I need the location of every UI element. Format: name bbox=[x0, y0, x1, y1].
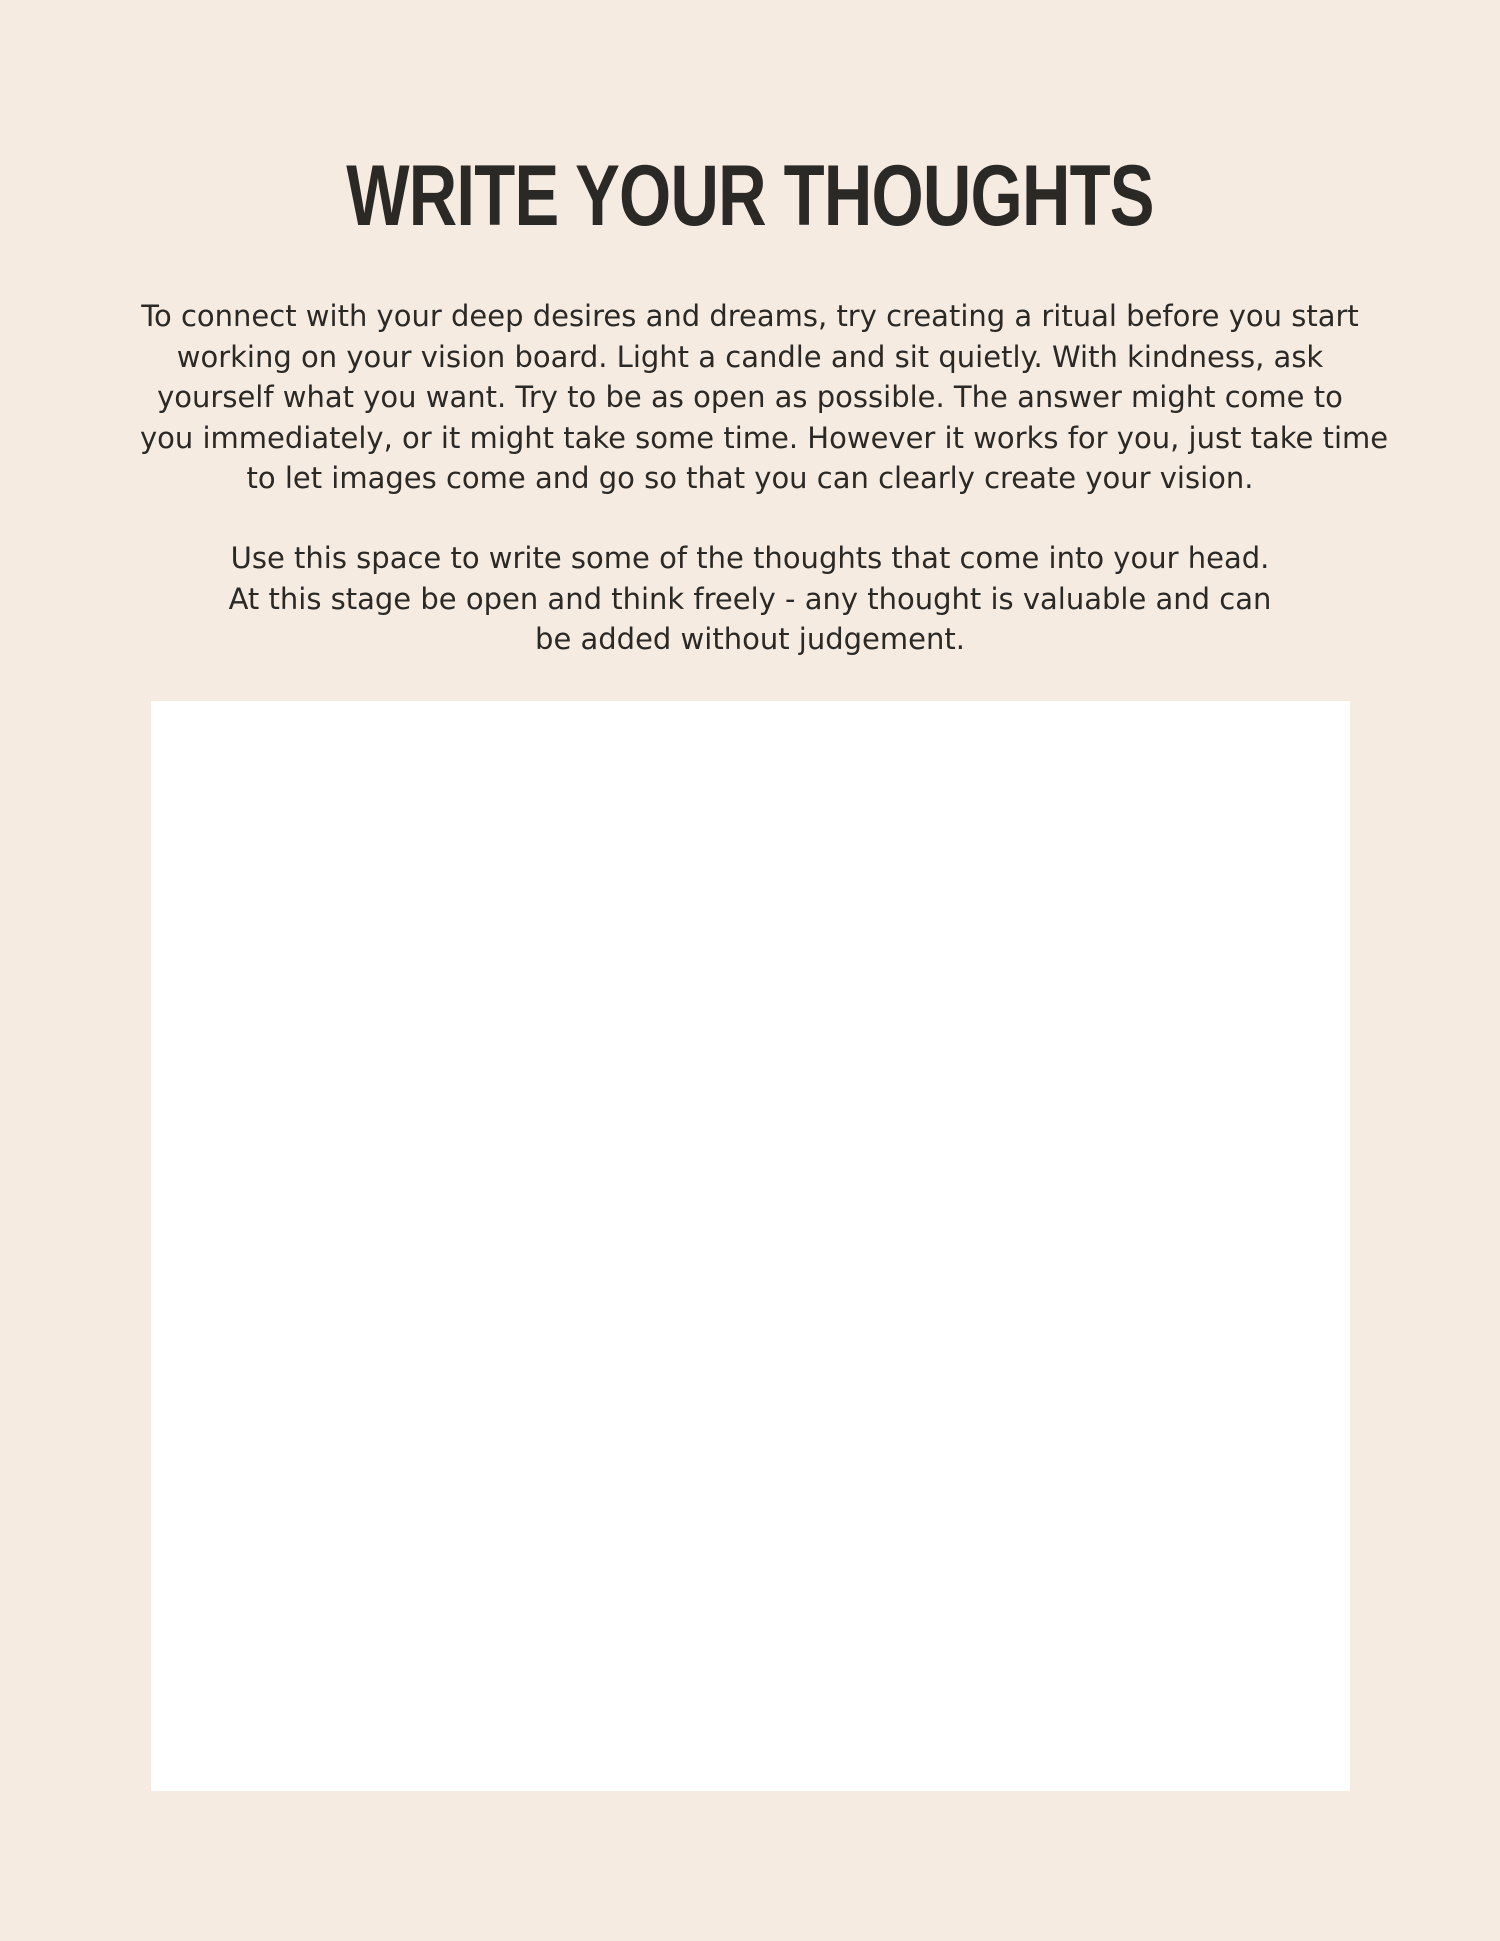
instruction-line: Use this space to write some of the thoughts that come into your head. bbox=[230, 541, 1270, 575]
thoughts-writing-area[interactable] bbox=[151, 701, 1350, 1791]
intro-line: you immediately, or it might take some time. However it works for you, just take time bbox=[140, 420, 1389, 455]
instruction-line: At this stage be open and think freely - any thought is valuable and can bbox=[228, 581, 1272, 616]
intro-line: yourself what you want. Try to be as open as possible. The answer might come to bbox=[157, 380, 1343, 414]
page-title: WRITE YOUR THOUGHTS bbox=[346, 148, 1154, 244]
instruction-line: be added without judgement. bbox=[535, 622, 965, 656]
intro-line: working on your vision board. Light a candle and sit quietly. With kindness, ask bbox=[176, 339, 1324, 374]
intro-line: to let images come and go so that you can clearly create your vision. bbox=[246, 461, 1254, 495]
instructions-paragraph bbox=[140, 538, 1360, 660]
intro-line: To connect with your deep desires and dreams, try creating a ritual before you start bbox=[141, 299, 1359, 333]
intro-paragraph bbox=[140, 296, 1389, 499]
